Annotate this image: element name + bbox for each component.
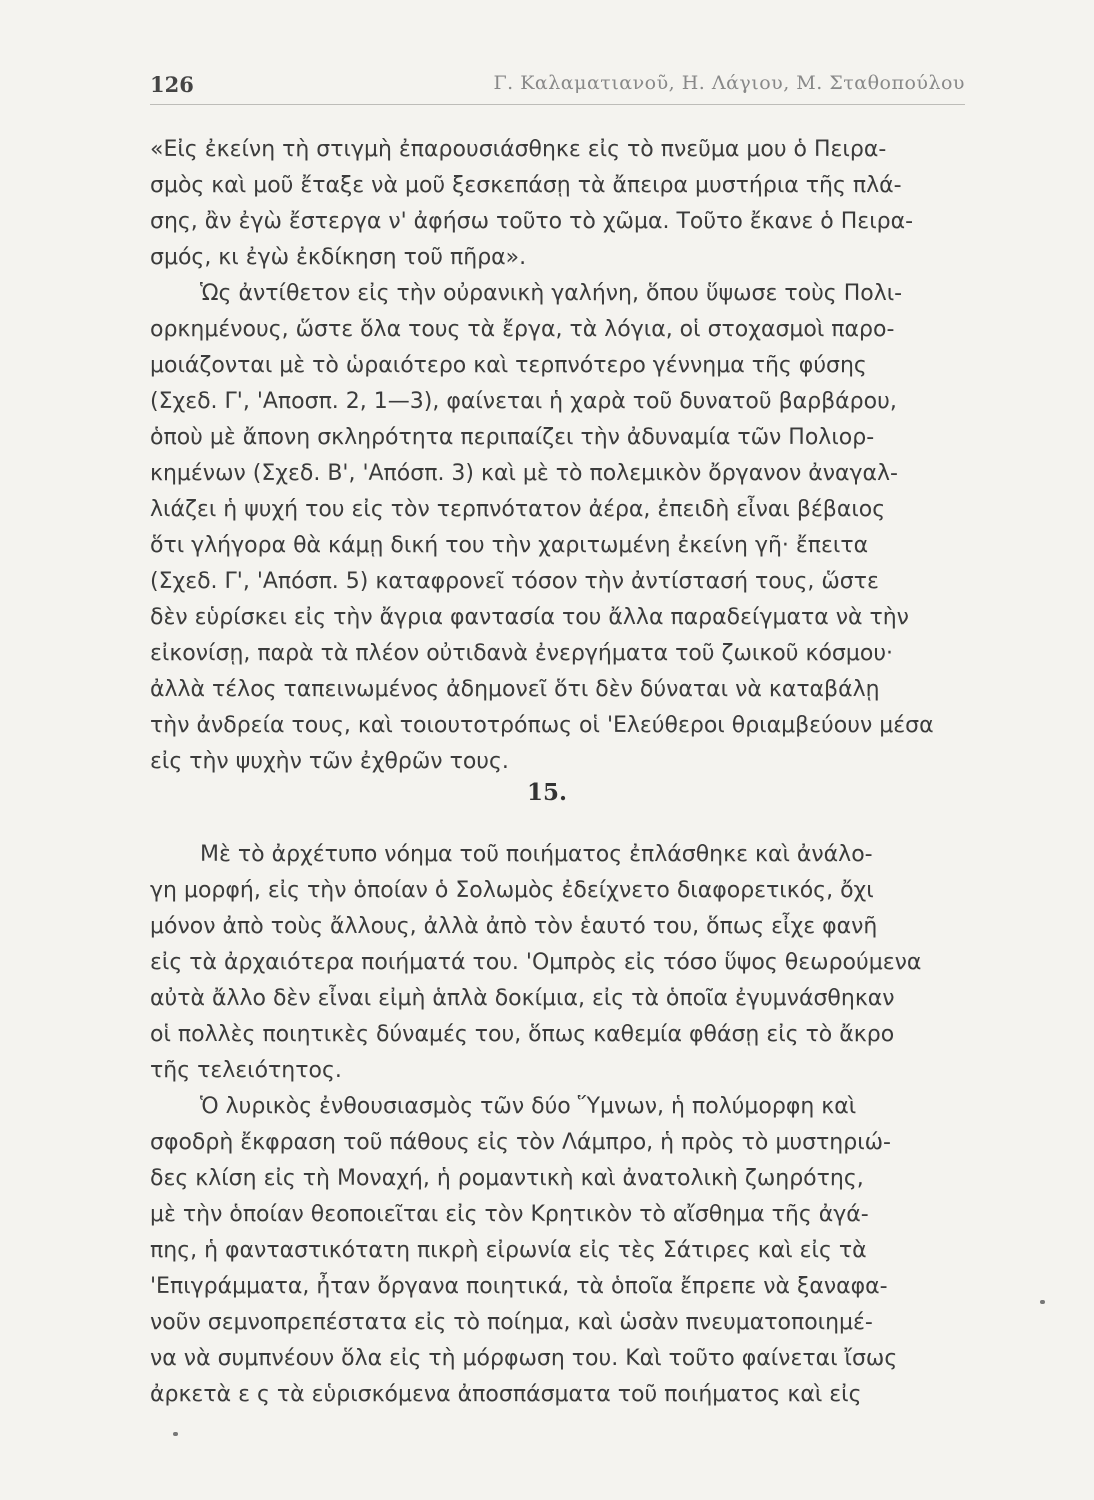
text-line: σμὸς καὶ μοῦ ἔταξε νὰ μοῦ ξεσκεπάσῃ τὰ ἄπειρα μυστήρια τῆς πλά- <box>150 173 902 198</box>
text-line: μὲ τὴν ὁποίαν θεοποιεῖται εἰς τὸν Κρητικὸν τὸ αἴσθημα τῆς ἀγά- <box>150 1202 869 1227</box>
text-line: ἀρκετὰ ε ς τὰ εὑρισκόμενα ἀποσπάσματα τοῦ ποιήματος καὶ εἰς <box>150 1382 862 1407</box>
text-line: σης, ἂν ἐγὼ ἔστεργα ν' ἀφήσω τοῦτο τὸ χῶμα. Τοῦτο ἔκανε ὁ Πειρα- <box>150 209 914 234</box>
text-line: Ὁ λυρικὸς ἐνθουσιασμὸς τῶν δύο Ὕμνων, ἡ πολύμορφη καὶ <box>200 1094 857 1119</box>
header-rule <box>150 104 965 105</box>
text-line: δὲν εὑρίσκει εἰς τὴν ἄγρια φαντασία του ἄλλα παραδείγματα νὰ τὴν <box>150 605 909 630</box>
text-line: να νὰ συμπνέουν ὅλα εἰς τὴ μόρφωση του. Καὶ τοῦτο φαίνεται ἴσως <box>150 1346 898 1371</box>
text-line: 'Επιγράμματα, ἦταν ὄργανα ποιητικά, τὰ ὁποῖα ἔπρεπε νὰ ξαναφα- <box>150 1274 888 1299</box>
text-line: εἰς τὰ ἀρχαιότερα ποιήματά του. 'Ομπρὸς εἰς τόσο ὕψος θεωρούμενα <box>150 950 922 975</box>
text-line: σμός, κι ἐγὼ ἐκδίκηση τοῦ πῆρα». <box>150 245 527 270</box>
text-line: εἰκονίσῃ, παρὰ τὰ πλέον οὐτιδανὰ ἐνεργήματα τοῦ ζωικοῦ κόσμου· <box>150 641 894 666</box>
text-line: σφοδρὴ ἔκφραση τοῦ πάθους εἰς τὸν Λάμπρο, ἡ πρὸς τὸ μυστηριώ- <box>150 1130 891 1155</box>
text-line: εἰς τὴν ψυχὴν τῶν ἐχθρῶν τους. <box>150 749 509 774</box>
text-line: Μὲ τὸ ἀρχέτυπο νόημα τοῦ ποιήματος ἐπλάσθηκε καὶ ἀνάλο- <box>200 842 873 867</box>
text-line: (Σχεδ. Γ', 'Αποσπ. 2, 1—3), φαίνεται ἡ χαρὰ τοῦ δυνατοῦ βαρβάρου, <box>150 389 897 414</box>
page-header <box>150 72 965 100</box>
text-line: ὁποὺ μὲ ἄπονη σκληρότητα περιπαίζει τὴν ἀδυναμία τῶν Πολιορ- <box>150 425 875 450</box>
text-line: οἱ πολλὲς ποιητικὲς δύναμές του, ὅπως καθεμία φθάσῃ εἰς τὸ ἄκρο <box>150 1022 895 1047</box>
text-line: «Εἰς ἐκείνη τὴ στιγμὴ ἐπαρουσιάσθηκε εἰς τὸ πνεῦμα μου ὁ Πειρα- <box>150 137 887 162</box>
ink-speck <box>173 1432 178 1436</box>
section-number: 15. <box>526 779 567 806</box>
text-line: Ὡς ἀντίθετον εἰς τὴν οὐρανικὴ γαλήνη, ὅπου ὕψωσε τοὺς Πολι- <box>200 281 903 306</box>
text-line: (Σχεδ. Γ', 'Απόσπ. 5) καταφρονεῖ τόσον τὴν ἀντίστασή τους, ὥστε <box>150 569 879 594</box>
text-line: δες κλίση εἰς τὴ Μοναχή, ἡ ρομαντικὴ καὶ ἀνατολικὴ ζωηρότης, <box>150 1166 864 1191</box>
text-line: ορκημένους, ὥστε ὅλα τους τὰ ἔργα, τὰ λόγια, οἱ στοχασμοὶ παρο- <box>150 317 895 342</box>
text-line: γη μορφή, εἰς τὴν ὁποίαν ὁ Σολωμὸς ἐδείχνετο διαφορετικός, ὄχι <box>150 878 874 903</box>
text-line: τὴν ἀνδρεία τους, καὶ τοιουτοτρόπως οἱ 'Ελεύθεροι θριαμβεύουν μέσα <box>150 713 934 738</box>
text-line: ἀλλὰ τέλος ταπεινωμένος ἀδημονεῖ ὅτι δὲν δύναται νὰ καταβάλῃ <box>150 677 880 702</box>
text-line: μοιάζονται μὲ τὸ ὡραιότερο καὶ τερπνότερο γέννημα τῆς φύσης <box>150 353 867 378</box>
text-line: λιάζει ἡ ψυχή του εἰς τὸν τερπνότατον ἀέρα, ἐπειδὴ εἶναι βέβαιος <box>150 497 886 522</box>
text-line: κημένων (Σχεδ. Β', 'Απόσπ. 3) καὶ μὲ τὸ πολεμικὸν ὄργανον ἀναγαλ- <box>150 461 898 486</box>
running-head: Γ. Καλαματιανοῦ, Η. Λάγιου, Μ. Σταθοπούλου <box>493 72 965 94</box>
ink-speck <box>1040 1300 1045 1304</box>
text-line: αὐτὰ ἄλλο δὲν εἶναι εἰμὴ ἁπλὰ δοκίμια, εἰς τὰ ὁποῖα ἐγυμνάσθηκαν <box>150 986 895 1011</box>
text-line: τῆς τελειότητος. <box>150 1058 342 1083</box>
text-line: ὅτι γλήγορα θὰ κάμῃ δική του τὴν χαριτωμένη ἐκείνη γῆ· ἔπειτα <box>150 533 869 558</box>
text-line: νοῦν σεμνοπρεπέστατα εἰς τὸ ποίημα, καὶ ὡσὰν πνευματοποιημέ- <box>150 1310 873 1335</box>
page-number: 126 <box>150 72 194 97</box>
text-line: πης, ἡ φανταστικότατη πικρὴ εἰρωνία εἰς τὲς Σάτιρες καὶ εἰς τὰ <box>150 1238 867 1263</box>
text-line: μόνον ἀπὸ τοὺς ἄλλους, ἀλλὰ ἀπὸ τὸν ἑαυτό του, ὅπως εἶχε φανῆ <box>150 914 878 939</box>
